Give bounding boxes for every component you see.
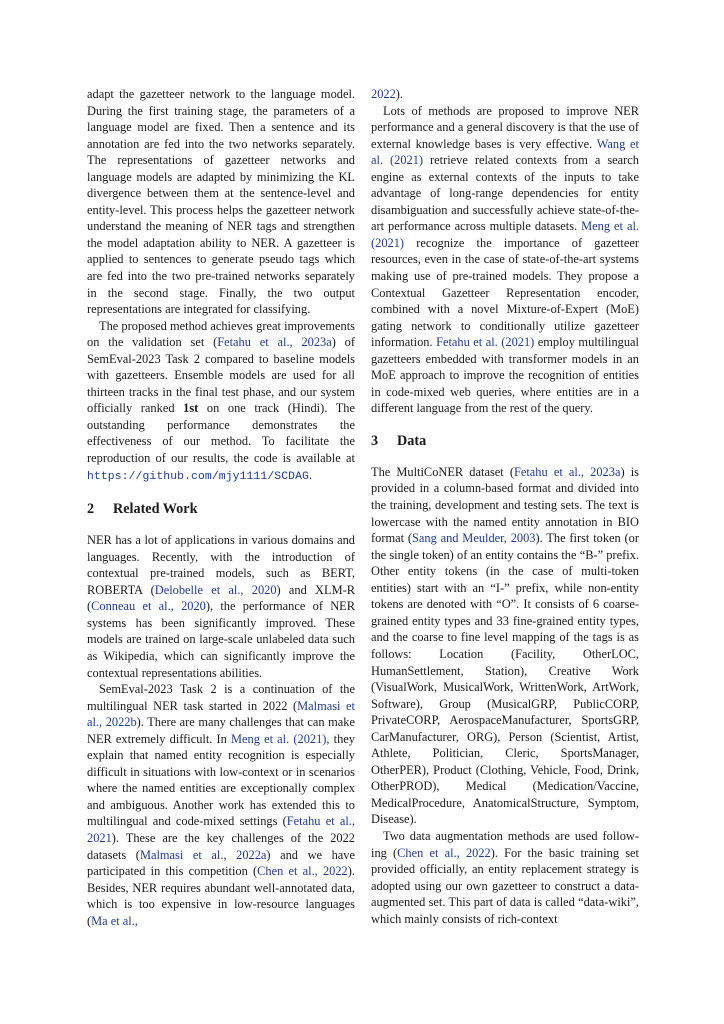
citation-link[interactable]: Malmasi et al., 2022a (139, 847, 267, 862)
citation-link[interactable]: Meng et al. (2021) (371, 219, 639, 250)
paragraph: SemEval-2023 Task 2 is a continuation of the multilingual NER task started in 2022 (Malmasi et al., 2022b). There are many challenges that can make NER extremely difficult. In Meng et al. (2021), they explain that named entity recognition is especially difficult in situations with low-context or in scenarios where the named entities are exceptionally complex and ambiguous. Another work has extended this to multilingual and code-mixed settings (Fetahu et al., 2021). These are the key challenges of the 2022 datasets (Malmasi et al., 2022a) and we have participated in this competition (Chen et al., 2022). Besides, NER requires abundant well-annotated data, which is too expensive in low-resource languages (Ma et al., (87, 682, 355, 928)
citation-link[interactable]: Meng et al. (2021) (231, 731, 327, 746)
left-column (87, 86, 355, 929)
citation-link[interactable]: Delobelle et al., 2020 (154, 582, 277, 597)
section-heading-related-work: 2 Related Work (87, 501, 198, 518)
bold-text: 1st (183, 401, 199, 416)
citation-link[interactable]: Fetahu et al., 2023a (217, 335, 332, 350)
citation-link[interactable]: Chen et al., 2022 (397, 845, 491, 860)
citation-link[interactable]: Sang and Meulder, 2003 (411, 531, 536, 546)
paragraph: Lots of methods are proposed to improve NER performance and a general discovery is that the use of external knowledge bases is very effective. Wang et al. (2021) retrieve related contexts from a search engine as external contexts of the inputs to take advantage of long-range dependencies for entity disambiguation and successfully achieve state-of-the-art performance across multiple datasets. Meng et al. (2021) recognize the importance of gazetteer resources, even in the case of state-of-the-art systems making use of pre-trained models. They propose a Contextual Gazetteer Representation encoder, combined with a novel Mixture-of-Expert (MoE) gating network to conditionally utilize gazetteer information. Fetahu et al. (2021) employ multilingual gazetteers embedded with transformer models in an MoE approach to improve the recognition of entities in code-mixed web queries, where entities are in a different language from the rest of the query. (371, 103, 640, 416)
citation-link[interactable]: 2022 (371, 87, 396, 101)
paragraph: adapt the gazetteer network to the language model. During the first training stage, the parameters of a language model are fixed. Then a sentence and its annotation are fed into the two networks separately. The representations of gazetteer networks and language models are adapted by minimizing the KL divergence between them at the sentence-level and entity-level. This process helps the gazetteer network understand the meaning of NER tags and strengthen the model adaptation ability to NER. A gazetteer is applied to sentences to generate pseudo tags which are fed into the two pre-trained networks separately in the second stage. Finally, the two output representations are integrated for classifying. (87, 87, 355, 317)
right-column (371, 86, 639, 927)
citation-link[interactable]: Ma et al., (91, 913, 138, 928)
code-url-link[interactable]: https://github.com/mjy1111/SCDAG (87, 470, 309, 483)
citation-link[interactable]: Conneau et al., 2020 (91, 599, 206, 614)
citation-link[interactable]: Wang et al. (2021) (371, 136, 639, 168)
paragraph: 2022). (371, 87, 404, 101)
paragraph: The proposed method achieves great improvements on the validation set (Fetahu et al., 2023a) of SemEval-2023 Task 2 compared to baseline models with gazetteers. Ensemble models are used for all thirteen tracks in the final test phase, and our system officially ranked 1st on one track (Hindi). The outstanding performance demonstrates the effectiveness of our method. To facilitate the reproduction of our results, the code is available at https://github.com/mjy1111/SCDAG. (87, 318, 355, 483)
paragraph: Two data augmentation methods are used following (Chen et al., 2022). For the basic training set provided officially, an entity replacement strategy is adopted using our own gazetteer to construct a data-augmented set. This part of data is called “data-wiki”, which mainly consists of rich-context (371, 828, 640, 926)
paragraph: NER has a lot of applications in various domains and languages. Recently, with the introduction of contextual pre-trained models, such as BERT, ROBERTA (Delobelle et al., 2020) and XLM-R (Conneau et al., 2020), the performance of NER systems has been significantly improved. These models are trained on large-scale unlabeled data such as Wikipedia, which can significantly improve the contextual representations abilities. (87, 533, 355, 680)
citation-link[interactable]: Fetahu et al., 2021 (87, 814, 355, 845)
citation-link[interactable]: Malmasi et al., 2022b (87, 698, 355, 730)
citation-link[interactable]: Fetahu et al., 2023a (513, 464, 621, 479)
paragraph: The MultiCoNER dataset (Fetahu et al., 2023a) is provided in a column-based format and divided into the training, development and testing sets. The text is lowercase with the named entity annotation in BIO format (Sang and Meulder, 2003). The first token (or the single token) of an entity contains the “B-” prefix. Other entity tokens (in the case of multi-token entities) start with an “I-” prefix, while non-entity tokens are denoted with “O”. It consists of 6 coarse-grained entity types and 33 fine-grained entity types, and the coarse to fine level mapping of the tags is as follows: Location (Facility, OtherLOC, HumanSettlement, Station), Creative Work (VisualWork, MusicalWork, WrittenWork, ArtWork, Software), Group (MusicalGRP, PublicCORP, PrivateCORP, AerospaceManufacturer, SportsGRP, CarManufacturer, ORG), Person (Scientist, Artist, Athlete, Politician, Cleric, SportsManager, OtherPER), Product (Clothing, Vehicle, Food, Drink, OtherPROD), Medical (Medication/Vaccine, MedicalProcedure, AnatomicalStructure, Symptom, Disease). (371, 464, 639, 827)
section-heading-data: 3 Data (371, 432, 427, 449)
citation-link[interactable]: Fetahu et al. (2021) (436, 335, 535, 350)
citation-link[interactable]: Chen et al., 2022 (257, 864, 348, 879)
